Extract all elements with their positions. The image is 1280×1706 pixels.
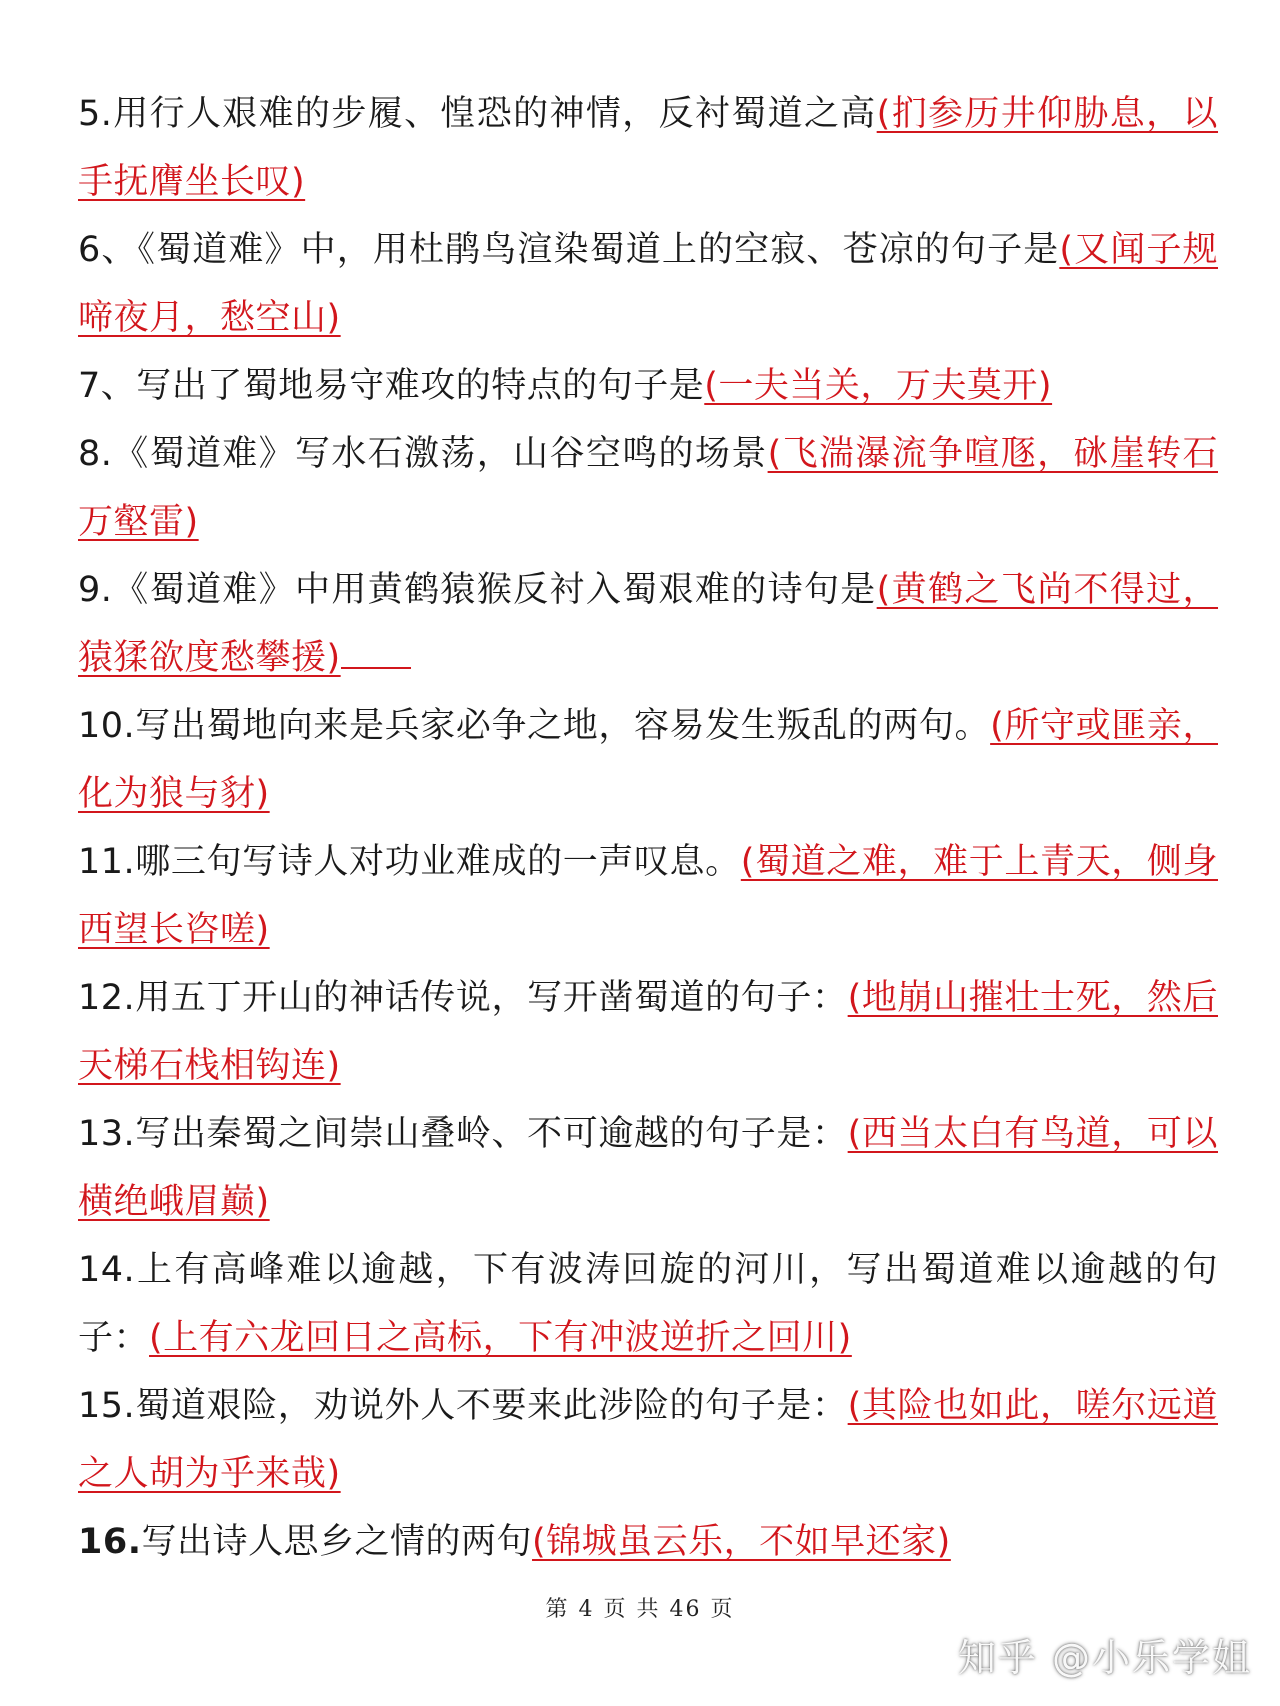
question-text: 12.用五丁开山的神话传说，写开凿蜀道的句子：: [78, 978, 848, 1018]
question-text: 10.写出蜀地向来是兵家必争之地，容易发生叛乱的两句。: [78, 706, 991, 746]
question-item-12: [78, 964, 1218, 1100]
question-text: 8.《蜀道难》写水石激荡，山谷空鸣的场景: [78, 434, 768, 474]
document-body: [78, 80, 1218, 1576]
question-text: 5.用行人艰难的步履、惶恐的神情，反衬蜀道之高: [78, 94, 877, 134]
question-item-13: [78, 1100, 1218, 1236]
question-item-5: [78, 80, 1218, 216]
answer-text: (一夫当关，万夫莫开): [704, 366, 1053, 406]
answer-text: (蜀道之难，难于上青天，侧身西望长咨嗟): [78, 842, 1218, 950]
answer-text: (所守或匪亲，化为狼与豺): [78, 706, 1218, 814]
page-footer: 第 4 页 共 46 页: [545, 1597, 735, 1622]
question-text: 15.蜀道艰险，劝说外人不要来此涉险的句子是：: [78, 1386, 848, 1426]
question-text: 写出诗人思乡之情的两句: [141, 1522, 533, 1562]
answer-text: (又闻子规啼夜月，愁空山): [78, 230, 1218, 338]
answer-text: (上有六龙回日之高标，下有冲波逆折之回川): [149, 1318, 852, 1358]
answer-text: (其险也如此，嗟尔远道之人胡为乎来哉): [78, 1386, 1218, 1494]
question-item-9: [78, 556, 1218, 692]
answer-text: (西当太白有鸟道，可以横绝峨眉巅): [78, 1114, 1218, 1222]
watermark: 知乎 @小乐学姐: [957, 1636, 1252, 1680]
question-text: 13.写出秦蜀之间崇山叠岭、不可逾越的句子是：: [78, 1114, 848, 1154]
answer-blank-line: [341, 631, 411, 669]
answer-text: (扪参历井仰胁息，以手抚膺坐长叹): [78, 94, 1219, 202]
answer-text: (飞湍瀑流争喧豗，砯崖转石万壑雷): [78, 434, 1218, 542]
question-item-14: [78, 1236, 1218, 1372]
question-item-15: [78, 1372, 1218, 1508]
question-text: 11.哪三句写诗人对功业难成的一声叹息。: [78, 842, 741, 882]
question-item-7: [78, 352, 1218, 420]
answer-text: (地崩山摧壮士死，然后天梯石栈相钩连): [78, 978, 1218, 1086]
question-item-6: [78, 216, 1218, 352]
question-number: 16.: [78, 1522, 142, 1562]
question-text: 7、写出了蜀地易守难攻的特点的句子是: [78, 366, 705, 406]
question-text: 14.上有高峰难以逾越，下有波涛回旋的河川，写出蜀道难以逾越的句子：: [78, 1250, 1218, 1358]
question-item-10: [78, 692, 1218, 828]
question-text: 6、《蜀道难》中，用杜鹃鸟渲染蜀道上的空寂、苍凉的句子是: [78, 230, 1060, 270]
question-item-16: [78, 1508, 1218, 1576]
answer-text: (黄鹤之飞尚不得过，猿猱欲度愁攀援): [78, 570, 1219, 678]
question-item-11: [78, 828, 1218, 964]
answer-text: (锦城虽云乐，不如早还家): [532, 1522, 951, 1562]
question-item-8: [78, 420, 1218, 556]
question-text: 9.《蜀道难》中用黄鹤猿猴反衬入蜀艰难的诗句是: [78, 570, 877, 610]
